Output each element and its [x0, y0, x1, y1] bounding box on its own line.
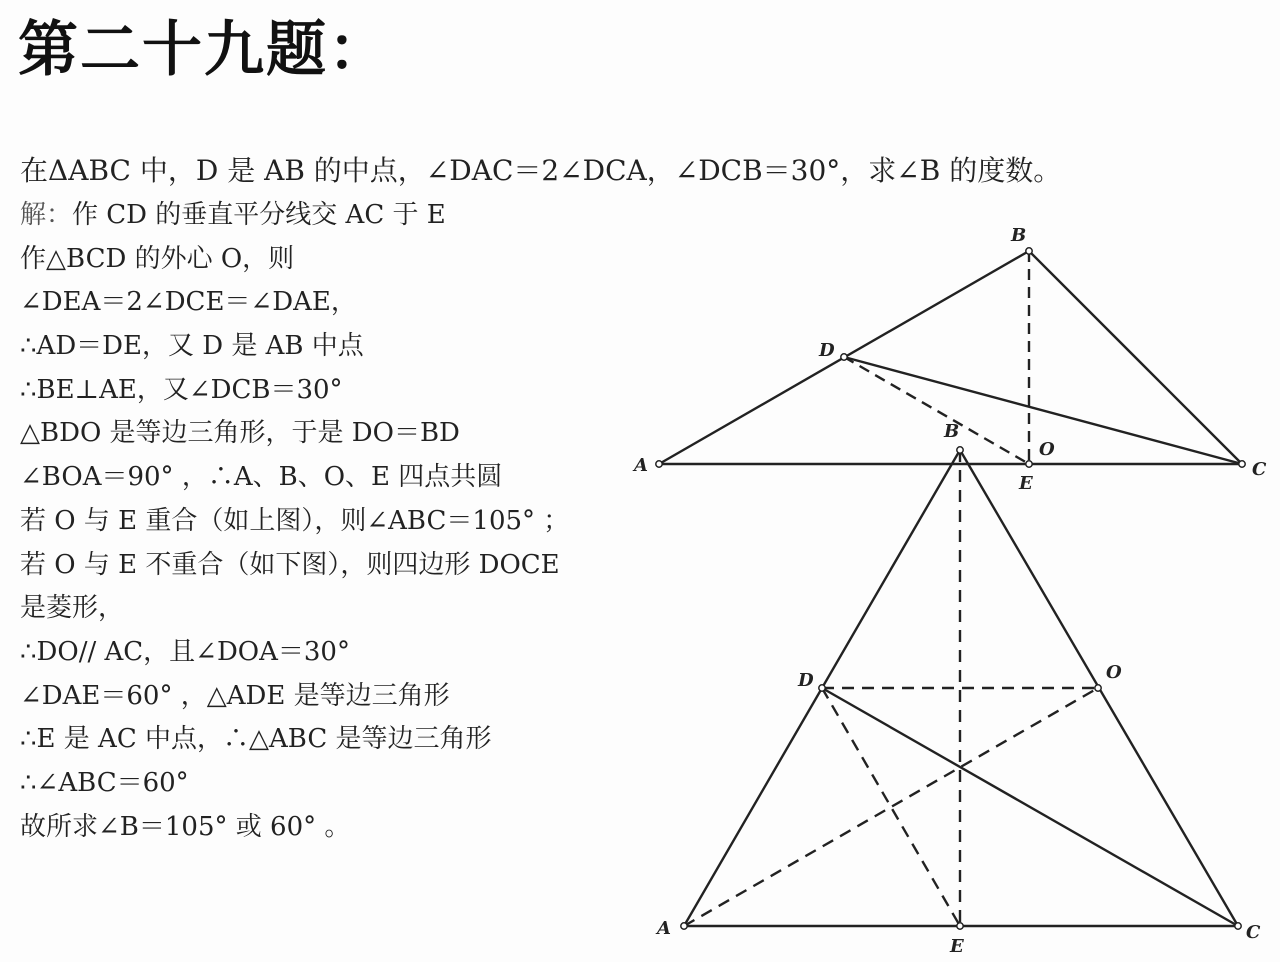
point-A-top [656, 461, 662, 467]
problem-title: 第二十九题： [18, 15, 390, 85]
solution-line-text: 作 CD 的垂直平分线交 AC 于 E [72, 200, 446, 230]
solution-label: 解： [20, 200, 73, 230]
segment-DE-dashed-bottom [822, 688, 960, 926]
label-C-top: C [1252, 459, 1267, 480]
label-D-bottom: D [798, 670, 814, 691]
label-A-bottom: A [657, 918, 671, 939]
point-E-bottom [957, 923, 963, 929]
point-B-top [1026, 248, 1032, 254]
solution-line: ∴AD＝DE，又 D 是 AB 中点 [20, 331, 364, 362]
solution-line: 故所求∠B＝105° 或 60° 。 [20, 811, 351, 842]
problem-statement: 在ΔABC 中，D 是 AB 的中点，∠DAC＝2∠DCA，∠DCB＝30°，求∠B 的度数。 [20, 154, 1062, 187]
solution-line: 是菱形， [20, 593, 125, 624]
solution-line: ∠DAE＝60° ，△ADE 是等边三角形 [20, 680, 450, 711]
point-B-bottom [957, 447, 963, 453]
solution-line: 若 O 与 E 重合（如上图），则∠ABC＝105° ； [20, 505, 570, 536]
segment-DC-bottom [822, 688, 1238, 926]
label-O-bottom: O [1106, 662, 1122, 683]
solution-line: ∠BOA＝90° ，∴A、B、O、E 四点共圆 [20, 462, 503, 493]
point-A-bottom [681, 923, 687, 929]
segment-AO-dashed-bottom [684, 688, 1098, 926]
segment-BC-top [1029, 251, 1242, 464]
point-C-bottom [1235, 923, 1241, 929]
point-E-top [1026, 461, 1032, 467]
label-E-top: E [1019, 473, 1033, 494]
label-O-top: O [1039, 439, 1055, 460]
solution-line: ∴DO// AC，且∠DOA＝30° [20, 636, 350, 667]
solution-line: △BDO 是等边三角形，于是 DO＝BD [20, 418, 460, 449]
point-D-top [841, 354, 847, 360]
solution-line: ∴E 是 AC 中点，∴△ABC 是等边三角形 [20, 724, 492, 755]
label-E-bottom: E [950, 936, 964, 957]
point-C-top [1239, 461, 1245, 467]
solution-line: ∴∠ABC＝60° [20, 767, 189, 798]
point-O-bottom [1095, 685, 1101, 691]
segment-DE-dashed-top [844, 357, 1029, 464]
solution-line: 作△BCD 的外心 O，则 [20, 243, 295, 274]
point-D-bottom [819, 685, 825, 691]
figure-bottom-labels [655, 421, 1261, 957]
solution-line: 若 O 与 E 不重合（如下图），则四边形 DOCE [20, 549, 560, 580]
label-B-top: B [1011, 225, 1027, 246]
figure-top-labels [632, 225, 1267, 494]
label-C-bottom: C [1246, 922, 1261, 943]
solution-line: ∴BE⊥AE，又∠DCB＝30° [20, 374, 343, 405]
label-D-top: D [819, 340, 835, 361]
solution-line: ∠DEA＝2∠DCE＝∠DAE， [20, 287, 357, 318]
label-B-bottom: B [944, 421, 960, 442]
label-A-top: A [634, 455, 648, 476]
figure-bottom [684, 450, 1238, 926]
